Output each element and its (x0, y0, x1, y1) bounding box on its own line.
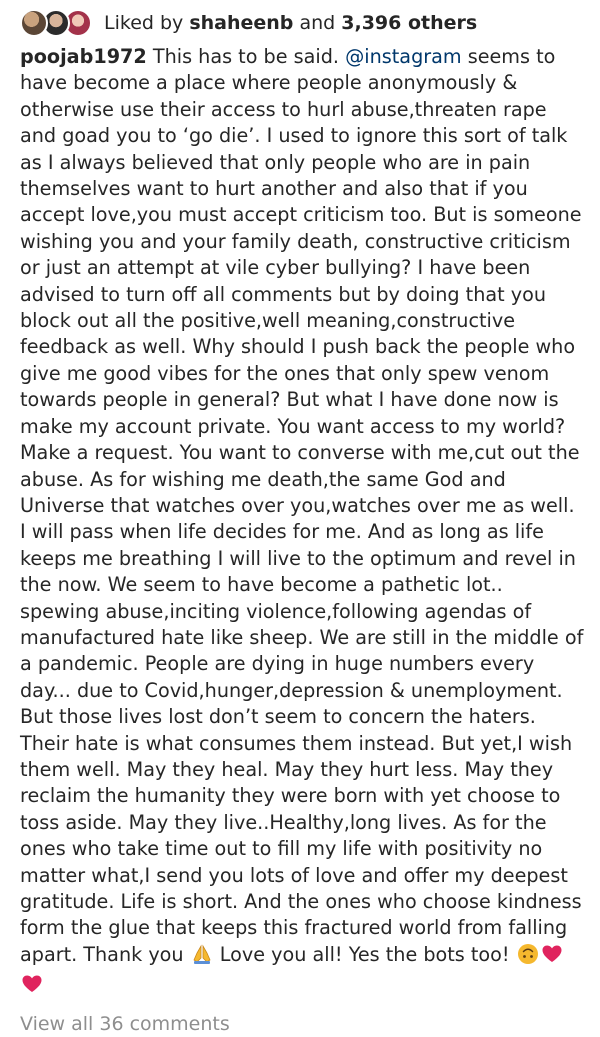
upside-down-face-icon (517, 943, 539, 972)
likes-prefix: Liked by (104, 12, 190, 34)
likes-summary[interactable] (104, 11, 477, 35)
liker-avatars[interactable] (20, 7, 100, 39)
red-heart-icon (541, 943, 563, 972)
avatar[interactable] (20, 9, 48, 37)
likes-count-link[interactable]: 3,396 others (341, 12, 478, 34)
liker-username-link[interactable]: shaheenb (189, 12, 294, 34)
post-caption (20, 44, 586, 1003)
mention-link[interactable]: @instagram (345, 45, 462, 68)
caption-username-link[interactable]: poojab1972 (20, 45, 147, 68)
caption-text: Love you all! Yes the bots too! (213, 942, 516, 966)
likes-row (20, 6, 586, 40)
caption-text: seems to have become a place where people anonymously & otherwise use their access to hurl abuse,threaten rape and goad you to ‘go die’. I used to ignore this sort of talk as I always believed that only people who are in pain themselves want to hurt another and also that if you accept love,you must accept criticism too. But is someone wishing you and your family death, constructive criticism or just an attempt at vile cyber bullying? I have been advised to turn off all comments but by doing that you block out all the positive,well meaning,constructive feedback as well. Why should I push back the people who give me good vibes for the ones that only spew venom towards people in general? But what I have done now is make my account private. You want access to my world? Make a request. You want to converse with me,cut out the abuse. As for wishing me death,the same God and Universe that watches over you,watches over me as well. I will pass when life decides for me. And as long as life keeps me breathing I will live to the optimum and revel in the now. We seem to have become a pathetic lot.. spewing abuse,inciting violence,following agendas of manufactured hate like sheep. We are still in the middle of a pandemic. People are dying in huge numbers every day... due to Covid,hunger,depression & unemployment. But those lives lost don’t seem to concern the haters. Their hate is what consumes them instead. But yet,I wish them well. May they heal. May they hurt less. May they reclaim the humanity they were born with yet choose to toss aside. May they live..Healthy,long lives. As for the ones who take time out to fill my life with positivity no matter what,I send you lots of love and offer my deepest gratitude. Life is short. And the ones who choose kindness form the glue that keeps this fractured world from falling apart. Thank you (20, 45, 584, 966)
red-heart-icon (21, 973, 43, 1002)
caption-text: This has to be said. (146, 45, 346, 68)
likes-connector: and (293, 12, 342, 34)
folded-hands-icon (191, 943, 213, 972)
view-all-comments-link[interactable]: View all 36 comments (20, 1012, 230, 1035)
